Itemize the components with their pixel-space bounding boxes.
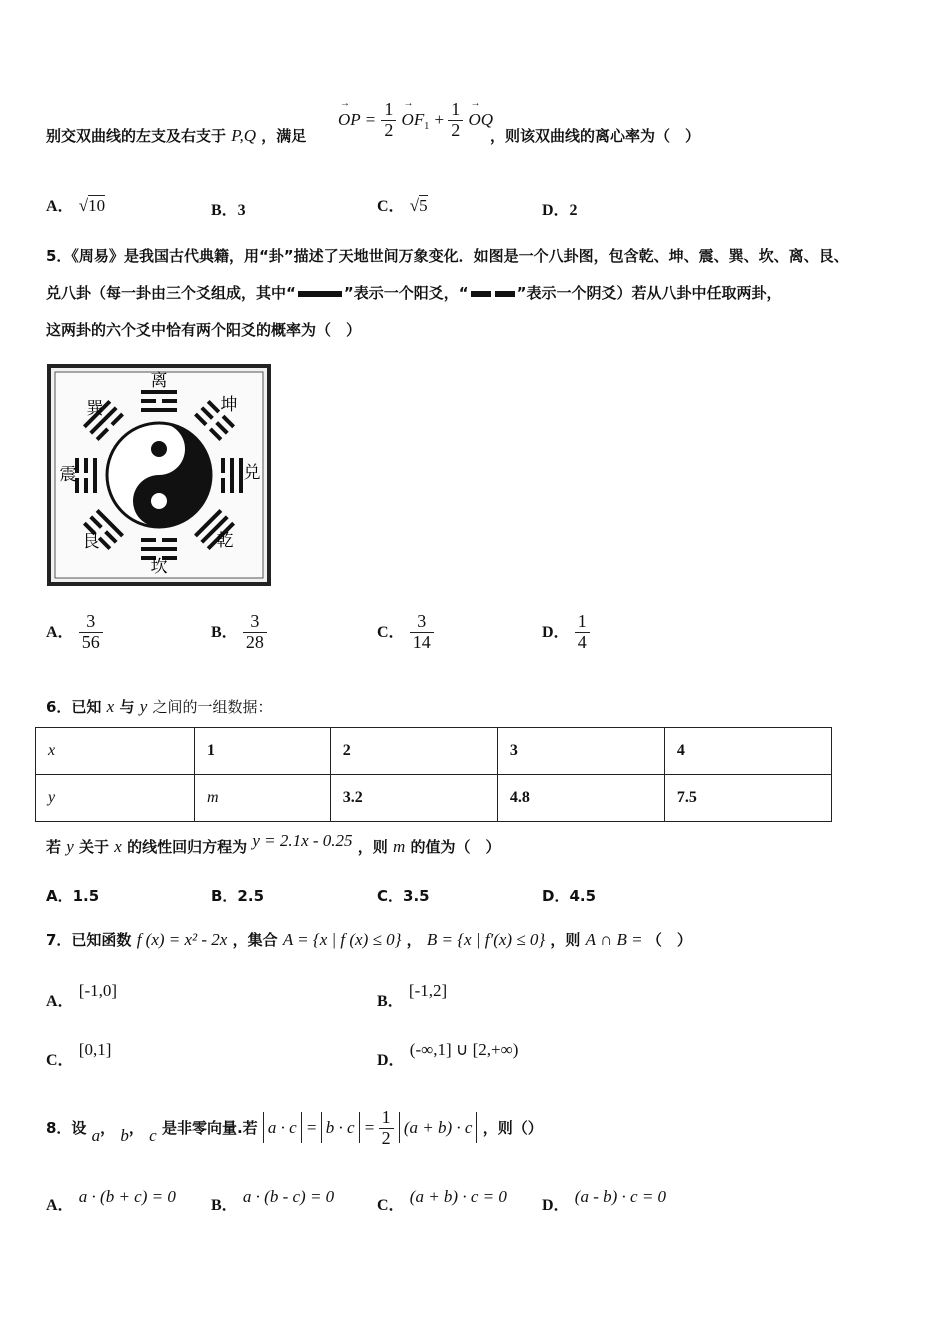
yin-line-icon	[471, 291, 491, 297]
trigram-label-left: 震	[59, 465, 77, 485]
yang-line-icon	[298, 291, 342, 297]
q6-option-a[interactable]: A．1.5	[46, 887, 100, 905]
trigram-label-top: 离	[150, 371, 168, 391]
q6-intro: 6．已知 x 与 y 之间的一组数据：	[46, 697, 273, 716]
q4-formula-of: → OF	[402, 110, 425, 130]
q5-line1: 5．《周易》是我国古代典籍，用“卦”描述了天地世间万象变化．如图是一个八卦图，包含乾、坤、震、巽、坎、离、艮、	[46, 247, 849, 265]
q4-pq: P,Q	[231, 126, 256, 145]
q6-condition: 若 y 关于 x 的线性回归方程为 y = 2.1x - 0.25 ，则 m 的值为（ ）	[46, 831, 501, 856]
trigram-label-right: 兑	[243, 463, 261, 483]
q4-option-a[interactable]: A． √10	[46, 196, 106, 215]
q4-sub1: 1	[424, 120, 430, 132]
q8-stem: 8．设 a， b， c 是非零向量.若 a · c = b · c = $\frac{1}{2}$ (a + b) · c ，则（）	[46, 1107, 543, 1148]
q4-formula-oq: → OQ	[469, 110, 494, 130]
q5-option-b[interactable]: B． $\frac{3}{28}$	[211, 612, 267, 653]
q6-option-d[interactable]: D．4.5	[542, 887, 597, 905]
table-row: x 1 2 3 4	[36, 728, 832, 775]
yin-yang-icon	[107, 423, 211, 527]
yin-line-icon	[495, 291, 515, 297]
q4-option-d[interactable]: D．2	[542, 202, 578, 219]
trigram-label-bottom-right: 乾	[216, 531, 234, 551]
q5-option-d[interactable]: D． $\frac{1}{4}$	[542, 612, 590, 653]
q4-plus: +	[434, 109, 449, 129]
trigram-label-top-right: 坤	[220, 395, 238, 415]
q4-half-1: $\frac{1}{2}$	[381, 100, 396, 141]
sqrt-icon: √	[78, 196, 89, 215]
trigram-label-bottom: 坎	[150, 557, 168, 577]
trigram-label-top-left: 巽	[86, 399, 104, 419]
q4-formula	[338, 100, 493, 141]
q4-text-a: 别交双曲线的左支及右支于	[46, 127, 227, 145]
q4-option-b[interactable]: B．3	[211, 202, 246, 219]
q8-abs-bc: b · c	[321, 1112, 360, 1143]
q6-option-c[interactable]: C．3.5	[377, 887, 430, 905]
q4-text-b: ，满足	[261, 127, 307, 145]
q8-option-d[interactable]: D． (a - b) · c = 0	[542, 1187, 667, 1214]
q5-line3: 这两卦的六个爻中恰有两个阳爻的概率为（ ）	[46, 321, 362, 339]
q7-option-d[interactable]: D． (-∞,1] ∪ [2,+∞)	[377, 1040, 519, 1069]
trigram-label-bottom-left: 艮	[82, 532, 100, 552]
q4-text-c: ，则该双曲线的离心率为（ ）	[490, 127, 701, 145]
q4-formula-op: → OP =	[338, 110, 376, 130]
q6-option-b[interactable]: B．2.5	[211, 887, 265, 905]
sqrt-icon: √	[409, 196, 420, 215]
q8-option-a[interactable]: A． a · (b + c) = 0	[46, 1187, 176, 1214]
q7-option-a[interactable]: A． [-1,0]	[46, 981, 118, 1010]
q8-abs-abc: (a + b) · c	[399, 1112, 478, 1143]
q8-option-c[interactable]: C． (a + b) · c = 0	[377, 1187, 507, 1214]
q7-option-b[interactable]: B． [-1,2]	[377, 981, 448, 1010]
q5-option-a[interactable]: A． $\frac{3}{56}$	[46, 612, 103, 653]
q4-stem	[46, 125, 306, 146]
q5-option-c[interactable]: C． $\frac{3}{14}$	[377, 612, 434, 653]
q5-line2: 兑八卦（每一卦由三个爻组成，其中“ ”表示一个阳爻，“ ”表示一个阴爻）若从八卦中任取两卦，	[46, 284, 782, 302]
q8-abs-ac: a · c	[263, 1112, 302, 1143]
bagua-diagram	[47, 364, 271, 586]
q7-option-c[interactable]: C． [0,1]	[46, 1040, 112, 1069]
q8-option-b[interactable]: B． a · (b - c) = 0	[211, 1187, 335, 1214]
q8-half: $\frac{1}{2}$	[379, 1108, 394, 1149]
table-row: y m 3.2 4.8 7.5	[36, 775, 832, 822]
q4-half-2: $\frac{1}{2}$	[448, 100, 463, 141]
q6-regression-equation: y = 2.1x - 0.25	[252, 831, 353, 850]
q6-data-table	[35, 727, 832, 822]
q7-stem: 7．已知函数 f (x) = x² - 2x ，集合 A = {x | f (x) ≤ 0} ， B = {x | f′(x) ≤ 0} ，则 A ∩ B = （ ）	[46, 930, 692, 949]
q4-option-c[interactable]: C． √5	[377, 196, 428, 215]
